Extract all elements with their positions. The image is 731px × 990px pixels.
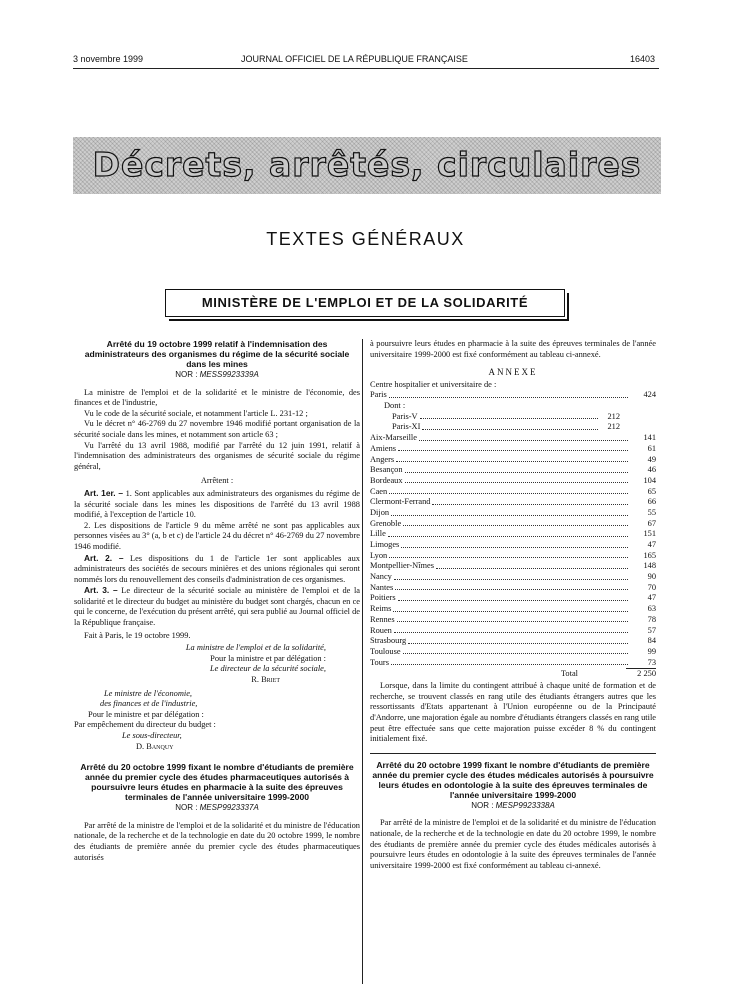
leader-dots — [408, 643, 628, 644]
city-value: 104 — [643, 475, 656, 485]
city-name: Tours — [370, 657, 389, 667]
annex-row — [370, 551, 656, 562]
signatory-title: Le sous-directeur, — [122, 731, 182, 740]
city-value: 61 — [647, 443, 656, 453]
annex-row — [370, 593, 656, 604]
annex-row — [370, 604, 656, 615]
leader-dots — [391, 515, 628, 516]
city-name: Limoges — [370, 540, 400, 549]
leader-dots — [432, 504, 628, 505]
signatory-impediment: Par empêchement du directeur du budget : — [74, 720, 216, 730]
city-name: Paris — [370, 390, 387, 400]
signatory-name: D. Banquy — [136, 741, 174, 751]
leader-dots — [398, 450, 628, 451]
signatory-title: Le directeur de la sécurité sociale, — [210, 664, 326, 674]
leader-dots — [403, 653, 628, 654]
nor-label: NOR : — [175, 370, 200, 379]
banner-title: Décrets, arrêtés, circulaires — [92, 145, 642, 185]
city-value: 55 — [647, 507, 656, 517]
article-1-nor — [74, 370, 360, 381]
leader-dots — [393, 611, 628, 612]
signatory-role: La ministre de l'emploi et de la solidarité, — [185, 643, 326, 653]
art-text: 1. Sont applicables aux administrateurs des organismes du régime de la sécurité sociale dans les mines les dispositions de l'arrêté du 13 avril 1988 modifié, à l'exception de l'article 10. — [74, 488, 360, 520]
done-at: Fait à Paris, le 19 octobre 1999. — [84, 630, 191, 640]
art-label: Art. 3. – — [84, 585, 118, 596]
annexe-intro: Centre hospitalier et universitaire de : — [370, 379, 497, 389]
leader-dots — [401, 547, 628, 548]
left-column — [74, 339, 360, 863]
nor-code: MESP9923337A — [199, 803, 259, 813]
leader-dots — [398, 600, 628, 601]
leader-dots — [388, 536, 628, 537]
city-name: Toulouse — [370, 646, 401, 656]
paragraph: Par arrêté de la ministre de l'emploi et de la solidarité et du ministre de l'éducation nationale, de la recherche et de la technologie en date du 20 octobre 1999, le nombre des étudiants de première année du premier cycle des études pharmaceutiques autorisés — [74, 820, 360, 862]
city-name: Dijon — [370, 507, 390, 517]
city-value: 70 — [647, 582, 656, 592]
annex-row — [370, 583, 656, 594]
city-value: 78 — [647, 614, 656, 624]
leader-dots — [420, 418, 598, 419]
city-name: Paris-V — [392, 411, 418, 421]
leader-dots — [391, 664, 628, 665]
city-name: Montpellier-Nîmes — [370, 561, 435, 571]
city-name: Strasbourg — [370, 636, 407, 646]
annex-row — [370, 476, 656, 487]
header-rule — [73, 68, 659, 69]
category-banner — [73, 137, 661, 194]
annex-sub-row — [370, 412, 656, 423]
city-value: 65 — [647, 486, 656, 496]
art-text: Les dispositions du 1 de l'article 1er sont applicables aux administrateurs des sociétés de secours minières et des unions régionales qui seront nommés lors du renouvellement des conseils d'administration de ces organismes. — [74, 553, 360, 584]
city-name: Paris-XI — [392, 422, 421, 432]
city-name: Lyon — [370, 550, 388, 560]
nor-label: NOR : — [471, 800, 496, 810]
annex-row — [370, 572, 656, 583]
nor-code: MESP9923338A — [495, 800, 555, 810]
leader-dots — [436, 568, 628, 569]
page-number: 16403 — [630, 54, 656, 64]
paragraph: La ministre de l'emploi et de la solidarité et le ministre de l'économie, des finances et de l'industrie, — [74, 387, 360, 408]
annex-row — [370, 647, 656, 658]
annex-row — [370, 657, 656, 668]
leader-dots — [403, 525, 628, 526]
paragraph: Vu l'arrêté du 13 avril 1988, modifié par l'arrêté du 12 juin 1991, relatif à l'indemnisation des administrateurs des organismes de sécurité sociale du régime général, — [74, 440, 360, 471]
annex-row — [370, 497, 656, 508]
paragraph: Vu le code de la sécurité sociale, et notamment l'article L. 231-12 ; — [84, 408, 308, 418]
city-name: Nantes — [370, 582, 394, 592]
annex-row — [370, 529, 656, 540]
signatory-name: R. Briet — [251, 675, 280, 685]
article-3-title: Arrêté du 20 octobre 1999 fixant le nombre d'étudiants de première année du premier cycle des études médicales autorisés à poursuivre leurs études en odontologie à la suite des épreuves terminales de l'année universitaire 1999-2000 — [372, 759, 654, 800]
annex-row — [370, 433, 656, 444]
city-value: 73 — [647, 657, 656, 667]
total-label: Total — [560, 668, 578, 678]
annex-row — [370, 486, 656, 497]
city-name: Reims — [370, 604, 392, 614]
art-label: Art. 2. – — [84, 552, 124, 563]
leader-dots — [419, 440, 628, 441]
signatory-delegation: Pour la ministre et par délégation : — [210, 653, 326, 663]
city-value: 151 — [643, 529, 656, 539]
city-name: Caen — [370, 486, 388, 496]
city-value: 67 — [647, 518, 656, 528]
annex-row — [370, 540, 656, 551]
city-name: Grenoble — [370, 518, 402, 528]
city-value: 47 — [647, 540, 656, 549]
article-2-title: Arrêté du 20 octobre 1999 fixant le nombre d'étudiants de première année du premier cycle des études pharmaceutiques autorisés à poursuivre leurs études en pharmacie à la suite des épreuves terminales de l'année universitaire 1999-2000 — [80, 762, 354, 803]
city-name: Nancy — [370, 572, 392, 582]
article-2-nor — [74, 803, 360, 814]
article-3-paragraph — [74, 585, 360, 628]
city-name: Angers — [370, 454, 395, 464]
total-row — [370, 668, 656, 679]
leader-dots — [394, 632, 628, 633]
leader-dots — [389, 493, 628, 494]
journal-title: JOURNAL OFFICIEL DE LA RÉPUBLIQUE FRANÇAISE — [241, 54, 468, 64]
city-value: 99 — [647, 646, 656, 656]
city-name: Amiens — [370, 443, 397, 453]
annex-row — [370, 454, 656, 465]
annexe-title: ANNEXE — [488, 367, 538, 378]
city-name: Besançon — [370, 465, 403, 475]
annex-row — [370, 390, 656, 401]
article-separator — [370, 753, 656, 754]
annex-sub-row — [370, 422, 656, 433]
city-name: Poitiers — [370, 593, 396, 603]
article-1-title: Arrêté du 19 octobre 1999 relatif à l'indemnisation des administrateurs des organismes du régime de la sécurité sociale dans les mines — [84, 339, 350, 369]
article-3-nor — [370, 801, 656, 812]
art-label: Art. 1er. – — [84, 487, 124, 498]
column-divider — [362, 339, 363, 984]
annex-row — [370, 625, 656, 636]
leader-dots — [389, 557, 628, 558]
leader-dots — [394, 579, 628, 580]
annex-row — [370, 519, 656, 530]
annex-row — [370, 465, 656, 476]
signatory-delegation: Pour le ministre et par délégation : — [88, 709, 204, 719]
ministry-box — [165, 289, 565, 317]
article-1-paragraph — [74, 488, 360, 521]
dont-label: Dont : — [384, 401, 406, 411]
city-value: 148 — [643, 561, 656, 571]
city-name: Rouen — [370, 625, 392, 635]
article-1-paragraph-2: 2. Les dispositions de l'article 9 du même arrêté ne sont pas applicables aux personnes visées au 3° (a, b et c) de l'article 24 du décret n° 46-2769 du 27 novembre 1946 modifié. — [74, 520, 360, 551]
city-value: 84 — [647, 636, 656, 646]
ministry-name: MINISTÈRE DE L'EMPLOI ET DE LA SOLIDARITÉ — [201, 294, 529, 310]
paragraph: Par arrêté de la ministre de l'emploi et de la solidarité et du ministre de l'éducation nationale, de la recherche et de la technologie en date du 20 octobre 1999, le nombre des étudiants de première année du premier cycle des études médicales autorisés à poursuivre leurs études en odontologie à la suite des épreuves terminales de l'année universitaire 1999-2000 est fixé conformément au tableau ci-annexé. — [370, 818, 656, 870]
annexe-note: Lorsque, dans la limite du contingent attribué à chaque unité de formation et de recherche, se trouvent classés en rang utile des étudiants étrangers autres que les ressortissants d'Etats appartenant à l'Union européenne ou de la Principauté d'Andorre, une majoration égale au nombre d'étudiants étrangers classés en rang utile peut être effectuée sans que cette majoration puisse excéder 8 % du contingent initialement fixé. — [370, 681, 656, 744]
leader-dots — [405, 472, 628, 473]
leader-dots — [405, 482, 628, 483]
art-text: Le directeur de la sécurité sociale au ministère de l'emploi et de la solidarité et le directeur du budget au ministère du budget sont chargés, chacun en ce qui le concerne, de l'exécution du présent arrêté, qui sera publié au Journal officiel de la République française. — [74, 586, 360, 628]
city-name: Bordeaux — [370, 475, 403, 485]
paragraph: à poursuivre leurs études en pharmacie à la suite des épreuves terminales de l'année universitaire 1999-2000 est fixé conformément au tableau ci-annexé. — [370, 339, 656, 359]
city-name: Rennes — [370, 614, 395, 624]
issue-date: 3 novembre 1999 — [73, 54, 144, 64]
signatory-role: des finances et de l'industrie, — [100, 699, 198, 709]
leader-dots — [395, 589, 628, 590]
annex-row — [370, 636, 656, 647]
annex-row — [370, 444, 656, 455]
annex-row — [370, 615, 656, 626]
nor-label: NOR : — [175, 803, 200, 813]
city-value: 47 — [647, 593, 656, 603]
city-name: Lille — [370, 529, 386, 539]
right-column — [370, 339, 656, 871]
nor-code: MESS9923339A — [199, 370, 259, 379]
city-value: 66 — [647, 497, 656, 507]
city-value: 424 — [643, 390, 656, 400]
paragraph: Vu le décret n° 46-2769 du 27 novembre 1946 modifié portant organisation de la sécurité sociale dans les mines, et notamment son article 63 ; — [74, 419, 360, 439]
leader-dots — [422, 429, 598, 430]
city-name: Clermont-Ferrand — [370, 497, 431, 507]
signatory-role: Le ministre de l'économie, — [104, 688, 193, 698]
city-value: 141 — [643, 433, 656, 443]
leader-dots — [389, 397, 628, 398]
city-value: 212 — [607, 422, 620, 432]
article-2-paragraph — [74, 553, 360, 586]
annex-row — [370, 561, 656, 572]
total-value: 2 250 — [626, 668, 656, 680]
city-value: 49 — [647, 454, 656, 464]
leader-dots — [396, 461, 628, 462]
city-value: 165 — [643, 550, 656, 560]
city-value: 212 — [607, 411, 620, 421]
city-value: 57 — [647, 625, 656, 635]
leader-dots — [397, 621, 628, 622]
arretent: Arrêtent : — [200, 476, 234, 486]
city-name: Aix-Marseille — [370, 433, 417, 443]
running-header — [0, 54, 731, 66]
annex-table — [370, 433, 656, 668]
annex-row — [370, 508, 656, 519]
city-value: 90 — [647, 572, 656, 582]
section-title: TEXTES GÉNÉRAUX — [266, 229, 465, 249]
city-value: 63 — [647, 604, 656, 614]
city-value: 46 — [647, 465, 656, 475]
